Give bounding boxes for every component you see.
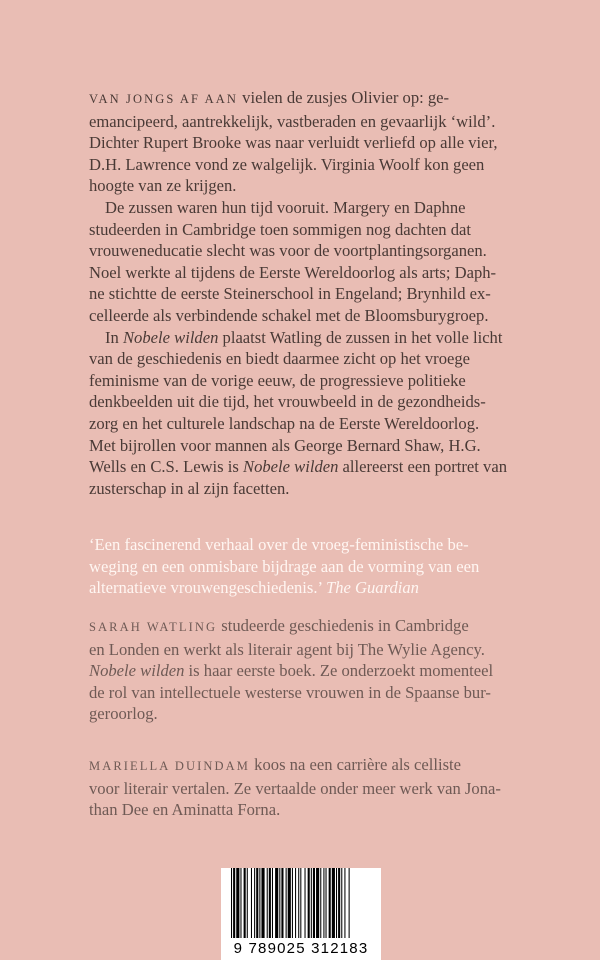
- barcode-bar: [349, 868, 350, 938]
- barcode-bar: [259, 868, 260, 938]
- barcode-bar: [240, 868, 241, 938]
- blurb-line: De zussen waren hun tijd vooruit. Margery en Daphne: [105, 197, 466, 217]
- barcode-bar: [288, 868, 291, 938]
- barcode-bar: [320, 868, 321, 938]
- book-title: Nobele wilden: [122, 327, 219, 347]
- barcode-bar: [311, 868, 312, 938]
- barcode-bar: [295, 868, 296, 938]
- barcode-bar: [313, 868, 315, 938]
- barcode-bar: [267, 868, 268, 938]
- bio-line: de rol van intellectuele westerse vrouwen in de Spaanse bur-: [89, 682, 491, 702]
- blurb-line: Met bijrollen voor mannen als George Bernard Shaw, H.G.: [89, 435, 481, 455]
- blurb-line: hoogte van ze krijgen.: [89, 176, 237, 196]
- blurb-line: emancipeerd, aantrekkelijk, vastberaden en gevaarlijk ‘wild’.: [89, 111, 496, 131]
- bio-line: en Londen en werkt als literair agent bij The Wylie Agency.: [89, 639, 485, 659]
- barcode-bar: [286, 868, 287, 938]
- isbn-barcode: [221, 868, 381, 960]
- barcode-bar: [305, 868, 306, 938]
- isbn-number: 9 789025 312183: [233, 940, 369, 957]
- barcode-bar: [308, 868, 310, 938]
- book-title: Nobele wilden: [89, 661, 185, 681]
- blurb-line: celleerde als verbindende schakel met de Bloomsburygroep.: [89, 305, 489, 325]
- bio-line: geroorlog.: [89, 704, 158, 724]
- quote-source: The Guardian: [325, 578, 419, 598]
- blurb-line: Dichter Rupert Brooke was naar verluidt verliefd op alle vier,: [89, 133, 498, 153]
- barcode-bar: [269, 868, 271, 938]
- bio-line: MARIELLA DUINDAM koos na een carrière als celliste: [89, 755, 462, 774]
- quote-line: alternatieve vrouwengeschiedenis.’ The Guardian: [89, 578, 419, 598]
- bio-line: than Dee en Aminatta Forna.: [89, 800, 281, 820]
- barcode-bar: [336, 868, 337, 938]
- blurb-line: VAN JONGS AF AAN vielen de zusjes Olivier op: ge-: [89, 88, 450, 107]
- barcode-bar: [344, 868, 345, 938]
- blurb-line: feminisme van de vorige eeuw, de progressieve politieke: [89, 370, 466, 390]
- blurb-line: In Nobele wilden plaatst Watling de zussen in het volle licht: [105, 327, 503, 347]
- barcode-bar: [316, 868, 319, 938]
- barcode-bar: [247, 868, 248, 938]
- blurb-line: van de geschiedenis en biedt daarmee zicht op het vroege: [89, 349, 471, 369]
- barcode-bar: [275, 868, 278, 938]
- blurb: [89, 87, 529, 499]
- blurb-lead: VAN JONGS AF AAN: [89, 92, 239, 106]
- barcode-bar: [326, 868, 327, 938]
- barcode-bar: [244, 868, 246, 938]
- barcode-bar: [281, 868, 283, 938]
- barcode-bar: [279, 868, 280, 938]
- blurb-line: Noel werkte al tijdens de Eerste Wereldoorlog als arts; Daph-: [89, 262, 497, 282]
- press-quote: [89, 534, 529, 599]
- barcode-bar: [272, 868, 273, 938]
- barcode-bar: [233, 868, 235, 938]
- barcode-bar: [251, 868, 252, 938]
- barcode-bar: [298, 868, 299, 938]
- translator-name: MARIELLA DUINDAM: [89, 759, 251, 773]
- barcode-bar: [323, 868, 324, 938]
- bio-line: Nobele wilden is haar eerste boek. Ze onderzoekt momenteel: [89, 661, 494, 681]
- bio-line: voor literair vertalen. Ze vertaalde onder meer werk van Jona-: [89, 778, 501, 798]
- barcode-bar: [236, 868, 239, 938]
- barcode-bar: [300, 868, 301, 938]
- blurb-line: zorg en het culturele landschap na de Eerste Wereldoorlog.: [89, 413, 480, 433]
- barcode-bar: [292, 868, 293, 938]
- author-name: SARAH WATLING: [89, 620, 218, 634]
- barcode-bar: [338, 868, 340, 938]
- barcode-bar: [332, 868, 335, 938]
- quote-line: weging en een onmisbare bijdrage aan de vorming van een: [89, 556, 480, 576]
- blurb-line: D.H. Lawrence vond ze walgelijk. Virginia Woolf kon geen: [89, 154, 485, 174]
- author-bio: [89, 615, 529, 725]
- translator-bio: [89, 754, 529, 821]
- blurb-line: denkbeelden uit die tijd, het vrouwbeeld in de gezondheids-: [89, 392, 486, 412]
- blurb-line: Wells en C.S. Lewis is Nobele wilden allereerst een portret van: [89, 457, 508, 477]
- barcode-bar: [341, 868, 342, 938]
- barcode-bar: [261, 868, 264, 938]
- bio-line: SARAH WATLING studeerde geschiedenis in Cambridge: [89, 616, 469, 635]
- blurb-line: ne stichtte de eerste Steinerschool in Engeland; Brynhild ex-: [89, 284, 491, 304]
- barcode-bar: [256, 868, 258, 938]
- barcode-bars: [221, 868, 381, 940]
- quote-line: ‘Een fascinerend verhaal over de vroeg-feministische be-: [89, 535, 469, 554]
- barcode-bar: [231, 868, 232, 938]
- blurb-line: zusterschap in al zijn facetten.: [89, 478, 290, 498]
- book-title: Nobele wilden: [243, 457, 339, 477]
- barcode-bar: [329, 868, 331, 938]
- blurb-line: vrouweneducatie slecht was voor de voortplantingsorganen.: [89, 241, 487, 261]
- barcode-bar: [254, 868, 255, 938]
- blurb-line: studeerden in Cambridge toen sommigen nog dachten dat: [89, 219, 472, 239]
